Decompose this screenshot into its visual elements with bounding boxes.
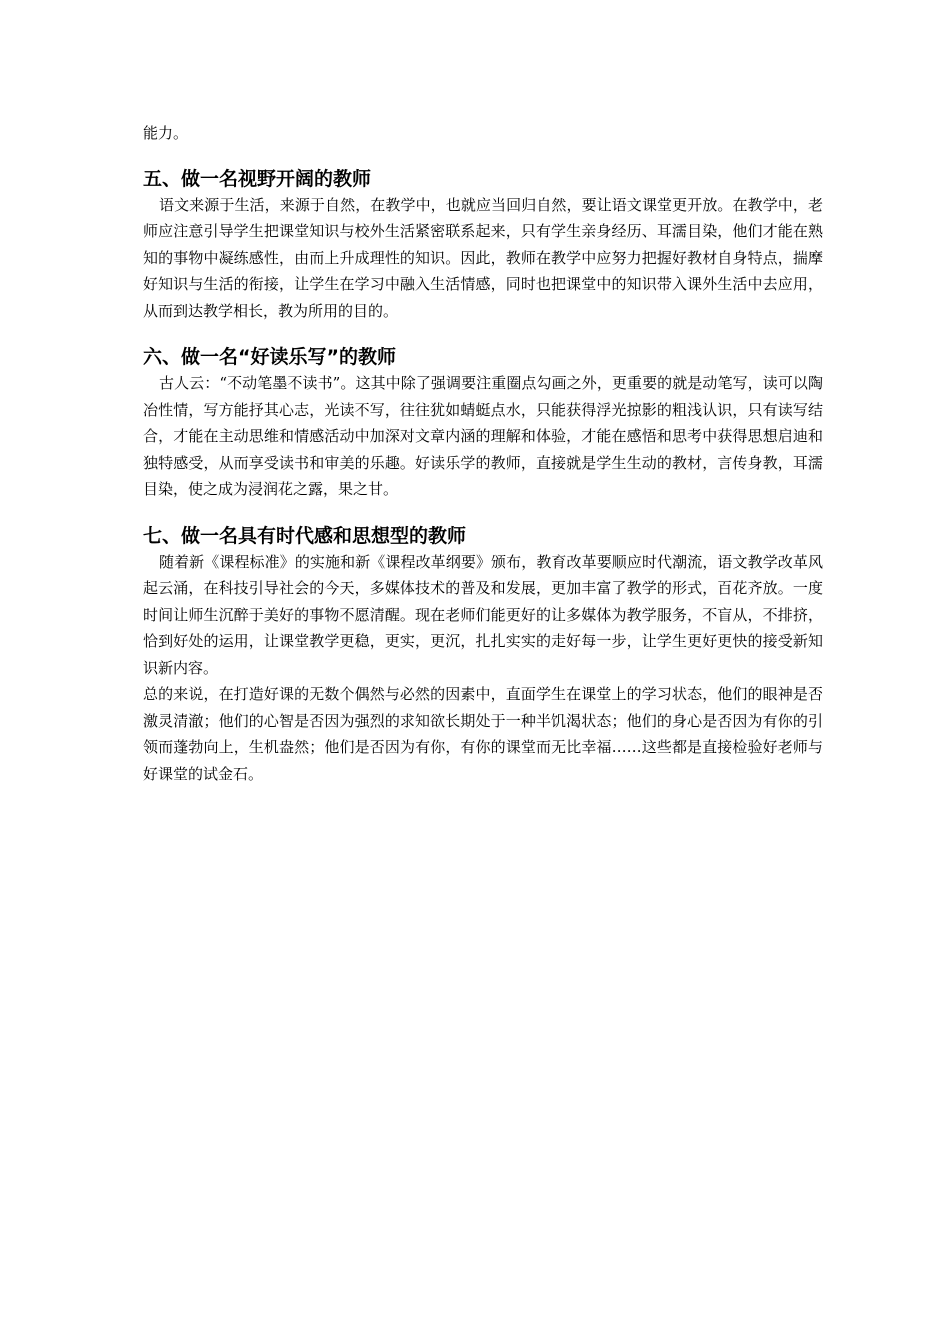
section-5-paragraph: 语文来源于生活，来源于自然，在教学中，也就应当回归自然，要让语文课堂更开放。在教学中，老师应注意引导学生把课堂知识与校外生活紧密联系起来，只有学生亲身经历、耳濡目染，他们才能在熟知的事物中凝练感性，由而上升成理性的知识。因此，教师在教学中应努力把握好教材自身特点，揣摩好知识与生活的衔接，让学生在学习中融入生活情感，同时也把课堂中的知识带入课外生活中去应用，从而到达教学相长，教为所用的目的。: [143, 195, 823, 320]
section-6-heading: 六、做一名“好读乐写”的教师: [143, 346, 396, 368]
document-page: [143, 120, 823, 787]
section-7-heading: 七、做一名具有时代感和思想型的教师: [143, 524, 467, 547]
section-6-paragraph: 古人云：“不动笔墨不读书”。这其中除了强调要注重圈点勾画之外，更重要的就是动笔写，读可以陶冶性情，写方能抒其心志，光读不写，往往犹如蜻蜓点水，只能获得浮光掠影的粗浅认识，只有读写结合，才能在主动思维和情感活动中加深对文章内涵的理解和体验，才能在感悟和思考中获得思想启迪和独特感受，从而享受读书和审美的乐趣。好读乐学的教师，直接就是学生生动的教材，言传身教，耳濡目染，使之成为浸润花之露，果之甘。: [143, 374, 823, 498]
section-7-paragraph: 随着新《课程标准》的实施和新《课程改革纲要》颁布，教育改革要顺应时代潮流，语文教学改革风起云涌，在科技引导社会的今天，多媒体技术的普及和发展，更加丰富了教学的形式，百花齐放。一度时间让师生沉醉于美好的事物不愿清醒。现在老师们能更好的让多媒体为教学服务，不盲从，不排挤，恰到好处的运用，让课堂教学更稳，更实，更沉，扎扎实实的走好每一步，让学生更好更快的接受新知识新内容。: [143, 552, 823, 677]
section-5-heading: 五、做一名视野开阔的教师: [143, 167, 372, 190]
conclusion-paragraph: 总的来说，在打造好课的无数个偶然与必然的因素中，直面学生在课堂上的学习状态，他们的眼神是否激灵清澈；他们的心智是否因为强烈的求知欲长期处于一种半饥渴状态；他们的身心是否因为有你的引领而蓬勃向上，生机盎然；他们是否因为有你，有你的课堂而无比幸福……这些都是直接检验好老师与好课堂的试金石。: [143, 685, 823, 783]
intro-tail-text: 能力。: [143, 124, 189, 142]
